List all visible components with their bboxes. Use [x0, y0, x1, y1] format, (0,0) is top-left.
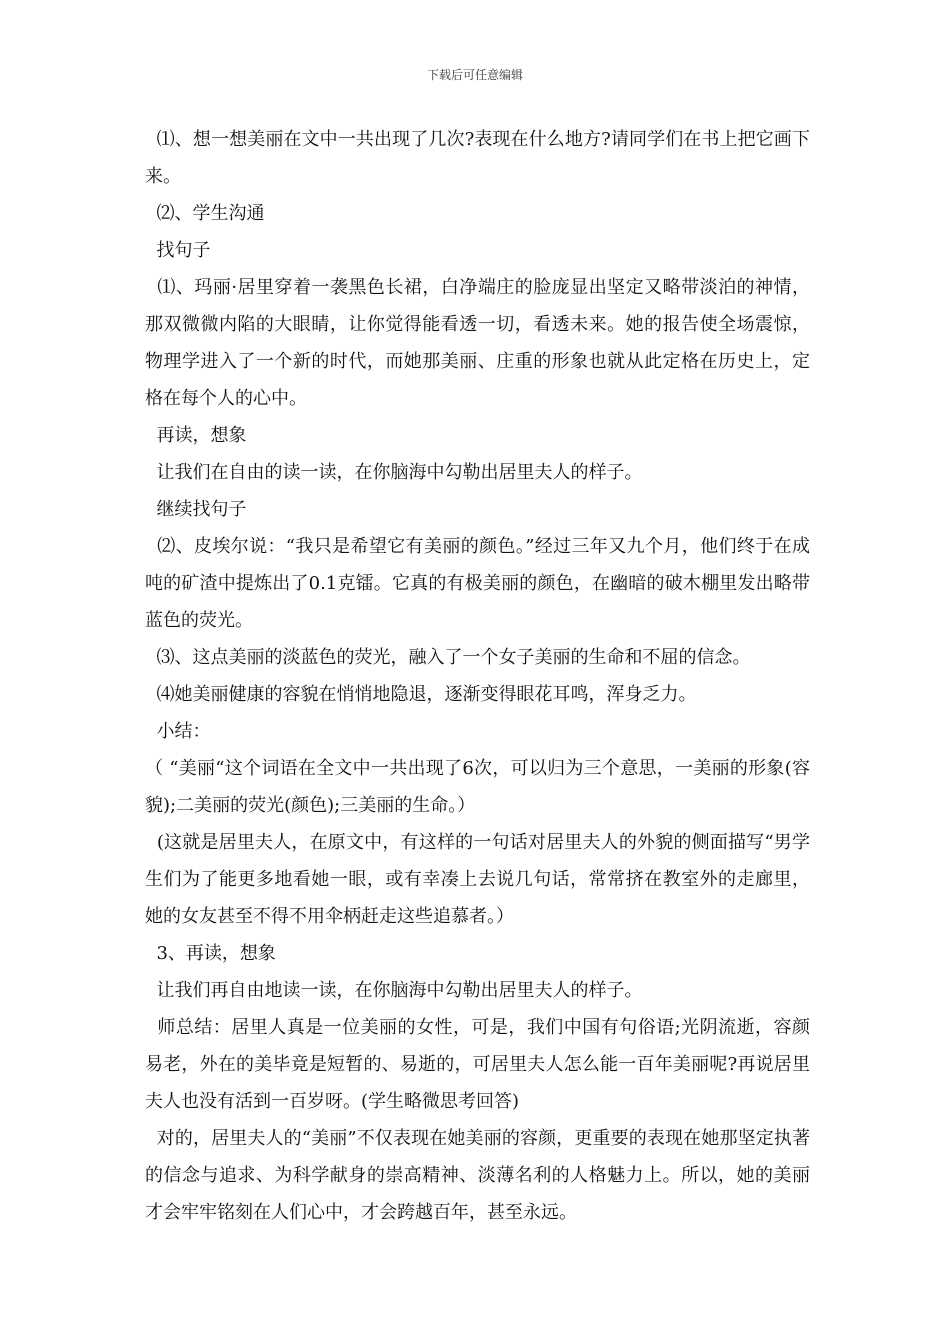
paragraph: ⑵、皮埃尔说：“我只是希望它有美丽的颜色。”经过三年又九个月，他们终于在成吨的矿渣中提炼出了0.1克镭。它真的有极美丽的颜色，在幽暗的破木棚里发出略带蓝色的荧光。 [145, 536, 811, 631]
paragraph: 让我们在自由的读一读，在你脑海中勾勒出居里夫人的样子。 [145, 462, 643, 483]
paragraph: 继续找句子 [145, 499, 247, 520]
paragraph: 让我们再自由地读一读，在你脑海中勾勒出居里夫人的样子。 [145, 980, 643, 1001]
paragraph: ⑵、学生沟通 [145, 203, 265, 224]
paragraph: 再读，想象 [145, 425, 247, 446]
paragraph: ⑶、这点美丽的淡蓝色的荧光，融入了一个女子美丽的生命和不屈的信念。 [145, 647, 751, 668]
document-body [145, 121, 810, 1231]
paragraph: 师总结：居里人真是一位美丽的女性，可是，我们中国有句俗语;光阴流逝，容颜易老，外在的美毕竟是短暂的、易逝的，可居里夫人怎么能一百年美丽呢?再说居里夫人也没有活到一百岁呀。(学生略微思考回答) [145, 1017, 810, 1112]
paragraph: 找句子 [145, 240, 211, 261]
paragraph: 对的，居里夫人的“美丽”不仅表现在她美丽的容颜，更重要的表现在她那坚定执著的信念与追求、为科学献身的崇高精神、淡薄名利的人格魅力上。所以，她的美丽才会牢牢铭刻在人们心中，才会跨越百年，甚至永远。 [145, 1128, 810, 1223]
paragraph: ⑴、想一想美丽在文中一共出现了几次?表现在什么地方?请同学们在书上把它画下来。 [145, 129, 810, 187]
page-header: 下载后可任意编辑 [426, 68, 523, 82]
paragraph: （ “美丽“这个词语在全文中一共出现了6次，可以归为三个意思，一美丽的形象(容貌);二美丽的荧光(颜色);三美丽的生命。） [145, 758, 810, 816]
paragraph: ⑴、玛丽·居里穿着一袭黑色长裙，白净端庄的脸庞显出坚定又略带淡泊的神情，那双微微内陷的大眼睛，让你觉得能看透一切，看透未来。她的报告使全场震惊，物理学进入了一个新的时代，而她那美丽、庄重的形象也就从此定格在历史上，定格在每个人的心中。 [145, 277, 811, 409]
paragraph: ⑷她美丽健康的容貌在悄悄地隐退，逐渐变得眼花耳鸣，浑身乏力。 [145, 684, 697, 705]
paragraph: (这就是居里夫人，在原文中，有这样的一句话对居里夫人的外貌的侧面描写“男学生们为了能更多地看她一眼，或有幸凑上去说几句话，常常挤在教室外的走廊里，她的女友甚至不得不用伞柄赶走这些追慕者。） [145, 832, 810, 927]
paragraph: 3、再读，想象 [145, 943, 276, 964]
paragraph: 小结： [145, 721, 211, 742]
